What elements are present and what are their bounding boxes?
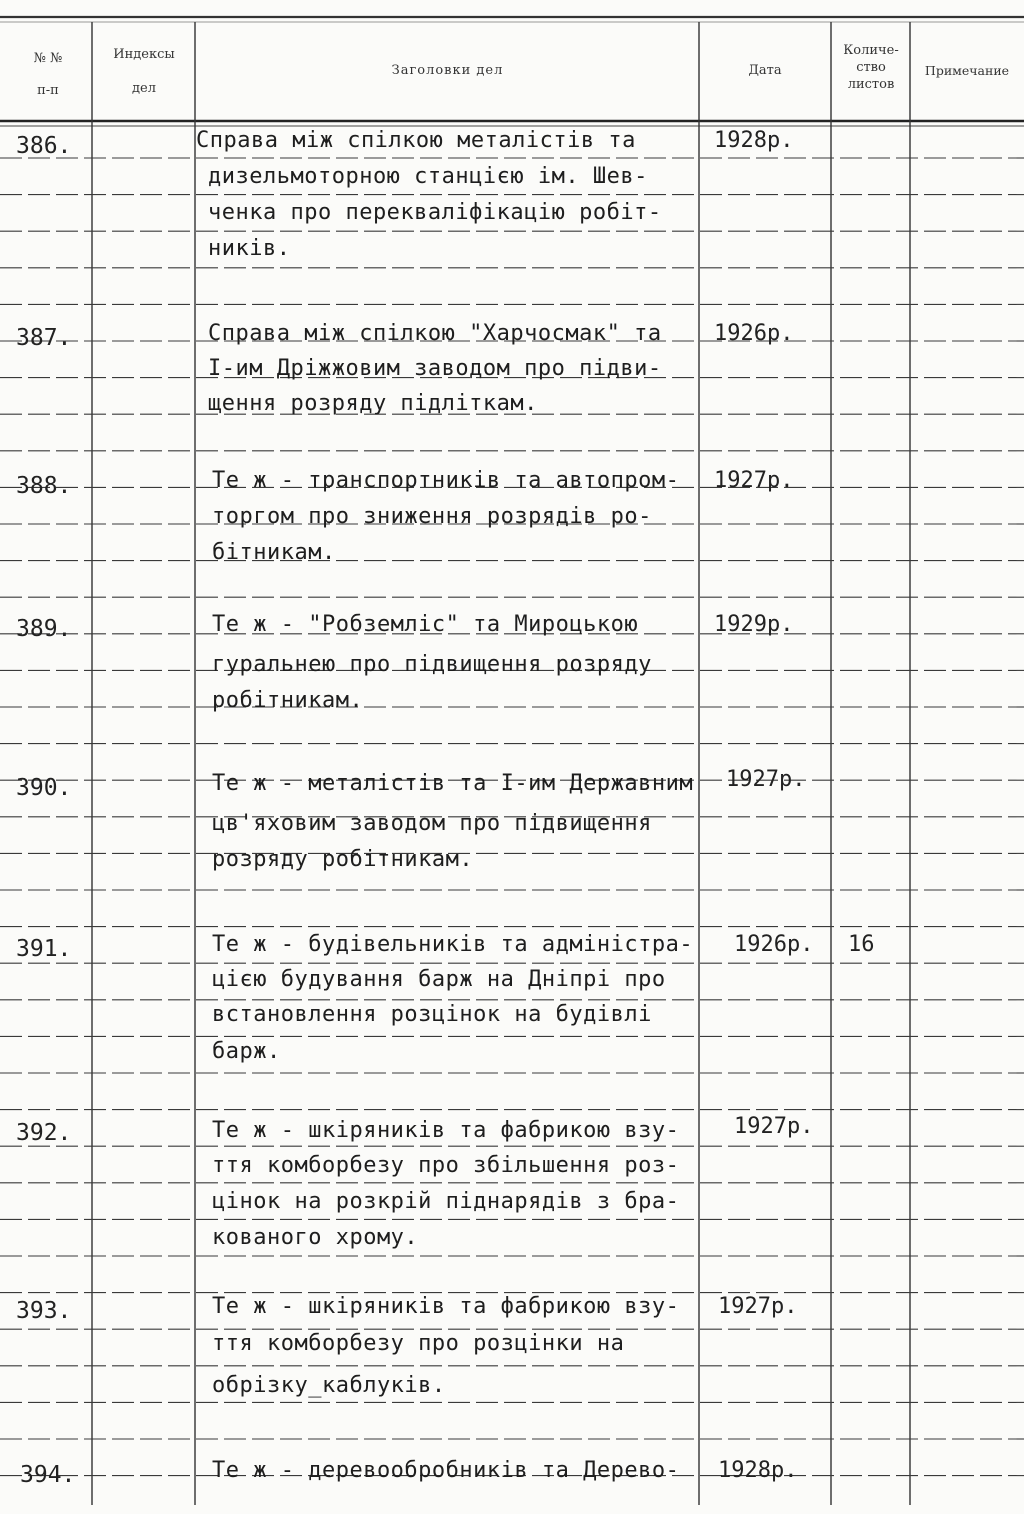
row-title-line: цінок на розкрій піднарядів з бра- [212,1189,680,1214]
row-date: 1926р. [734,932,814,957]
row-title-line: Те ж - будівельників та адміністра- [212,932,694,957]
row-date: 1928р. [714,128,794,153]
row-sheet-count: 16 [848,932,875,957]
row-title-line: Справа між спілкою "Харчосмак" та [208,321,662,346]
row-title-line: ття комборбезу про збільшення роз- [212,1153,680,1178]
header-index-sub: дел [132,81,156,96]
row-number: 393. [16,1298,72,1324]
row-title-line: розряду робітникам. [212,847,474,872]
header-index [96,46,192,98]
row-title-line: Те ж - деревообробників та Дерево- [212,1458,680,1483]
row-number: 390. [16,775,72,801]
header-title: Заголовки дел [391,63,504,78]
row-title-line: Те ж - "Робземліс" та Мироцькою [212,612,639,637]
row-title-line: торгом про зниження розрядів ро- [212,504,652,529]
row-number: 387. [16,325,72,351]
row-date: 1927р. [718,1294,798,1319]
header-index-label: Индексы [113,47,175,62]
header-date: Дата [748,63,782,78]
row-title-line: Те ж - металістів та І-им Державним [212,771,694,796]
row-date: 1927р. [726,767,806,792]
row-title-line: ття комборбезу про розцінки на [212,1331,625,1356]
row-title-line: ченка про перекваліфікацію робіт- [208,200,662,225]
row-title-line: гуральнею про підвищення розряду [212,652,652,677]
row-title-line: встановлення розцінок на будівлі [212,1002,652,1027]
row-date: 1926р. [714,321,794,346]
row-number: 386. [16,133,72,159]
row-title-line: барж. [212,1039,281,1064]
row-number: 388. [16,473,72,499]
row-title-line: дизельмоторною станцією ім. Шев- [208,164,648,189]
header-no-sub: п-п [37,83,59,98]
header-note: Примечание [924,63,1010,78]
header-qty [833,42,909,93]
row-title-line: робітникам. [212,688,364,713]
row-title-line: Те ж - транспортників та автопром- [212,468,680,493]
row-title-line: Те ж - шкіряників та фабрикою взу- [212,1294,680,1319]
row-title-line: Те ж - шкіряників та фабрикою взу- [212,1118,680,1143]
row-number: 392. [16,1120,72,1146]
row-title-line: Справа між спілкою металістів та [196,128,636,153]
row-title-line: І-им Дріжжовим заводом про підви- [208,356,662,381]
header-qty-2: ство [856,60,886,75]
header-qty-1: Количе- [843,43,899,58]
header-no-label: № № [33,51,63,66]
row-number: 394. [20,1462,76,1488]
row-title-line: обрізку_каблуків. [212,1373,446,1398]
row-title-line: щення розряду підліткам. [208,391,538,416]
row-number: 389. [16,616,72,642]
row-title-line: ників. [208,236,291,261]
row-date: 1927р. [734,1114,814,1139]
header-qty-3: листов [847,77,895,92]
header-no [10,50,86,100]
row-date: 1928р. [718,1458,798,1483]
row-title-line: кованого хрому. [212,1225,419,1250]
row-title-line: цв'яховим заводом про підвищення [212,811,652,836]
row-date: 1927р. [714,468,794,493]
row-date: 1929р. [714,612,794,637]
row-title-line: цією будування барж на Дніпрі про [212,967,666,992]
row-title-line: бітникам. [212,540,336,565]
row-number: 391. [16,936,72,962]
